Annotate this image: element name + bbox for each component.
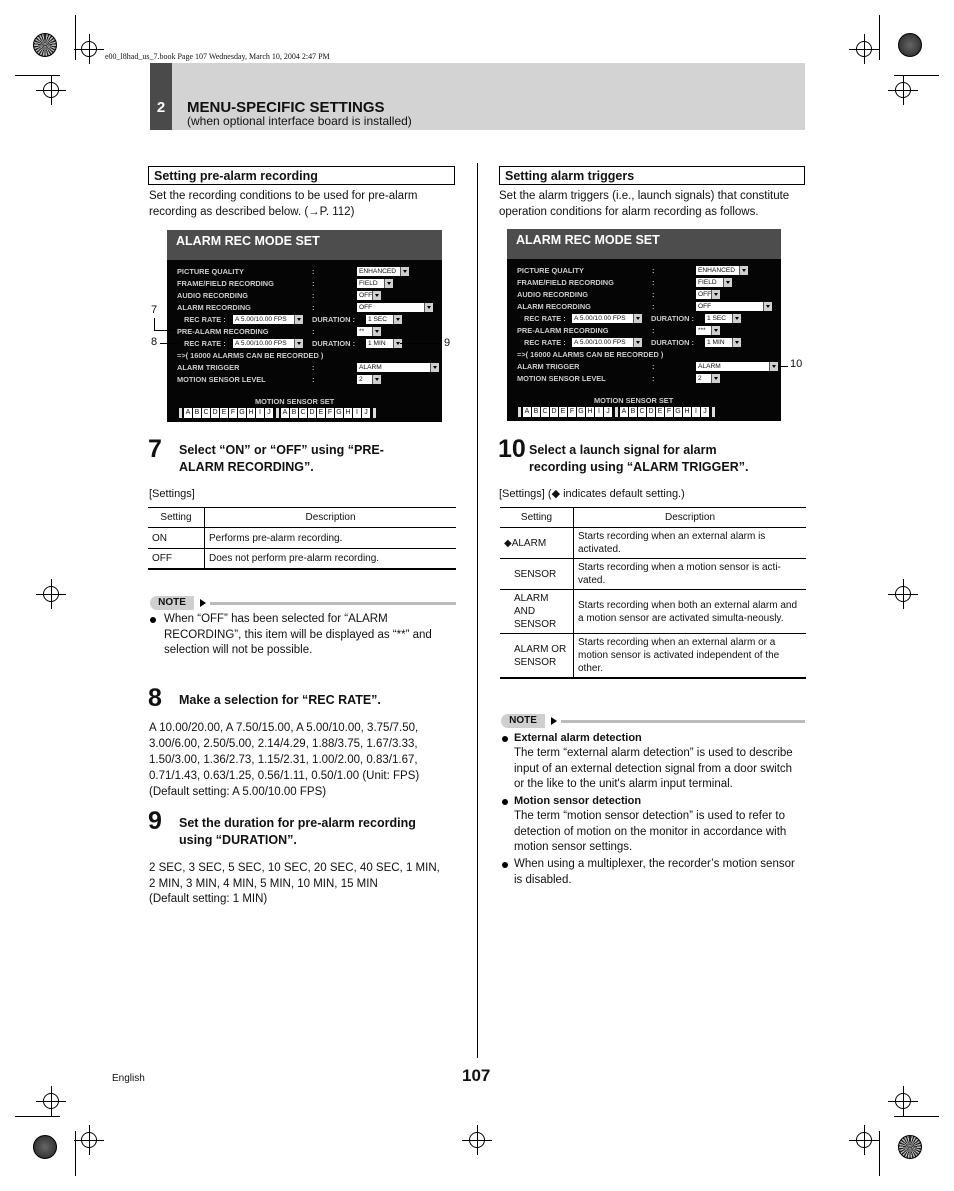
screen-value-duration-2: 1 MIN [366, 339, 402, 348]
callout-8: 8 [151, 336, 158, 348]
step-7-text: Select “ON” or “OFF” using “PRE- ALARM RECORDING”. [179, 443, 384, 474]
left-settings-label: [Settings] [149, 488, 195, 500]
bullet-icon [502, 862, 508, 868]
table-row: ◆ALARM Starts recording when an external alarm is activated. [500, 528, 806, 559]
print-header: e00_l8had_us_7.book Page 107 Wednesday, March 10, 2004 2:47 PM [105, 52, 330, 61]
note-banner-left [150, 596, 456, 610]
bullet-icon [502, 736, 508, 742]
alarm-rec-mode-screen-left: ALARM REC MODE SET PICTURE QUALITY : ENHANCED FRAME/FIELD RECORDING : FIELD AUDIO RECORDING : OFF ALARM RECORDING : OFF REC RATE : A 5.00/10.00 FPS DURATION : 1 SEC PRE-ALARM RECORDING : ** REC RATE : A 5.00/10.00 FPS DURATION : 1 MIN =>( 16000 ALARMS CAN BE RECORDED ) ALARM TRIGGER : ALARM MOTION SENSOR LEVEL : 2 MOTION SENSOR SET A B C D E F G H I J A B C D E F G H I J [167, 230, 442, 422]
rec-rate-options: A 10.00/20.00, A 7.50/15.00, A 5.00/10.00, 3.75/7.50, 3.00/6.00, 2.50/5.00, 2.14/4.29, 1.88/3.75, 1.67/3.33, 1.50/3.00, 1.36/2.73, 1.15/2.31, 1.00/2.00, 0.83/1.67, 0.71/1.43, 0.63/1.25, 0.56/1.11, 0.50/1.00 (Unit: FPS) (Default setting: A 5.00/10.00 FPS) [149, 722, 420, 798]
screen-label-rec-rate: REC RATE : [184, 315, 226, 324]
footer-language: English [112, 1073, 145, 1084]
crosshair-mark-icon [81, 1132, 97, 1148]
crosshair-mark-icon [895, 1093, 911, 1109]
right-settings-label: [Settings] (◆ indicates default setting.) [499, 488, 685, 500]
section-title-pre-alarm: Setting pre-alarm recording [148, 166, 455, 185]
registration-rosette-top-right-icon [898, 33, 922, 57]
screen-label-duration: DURATION : [312, 315, 355, 324]
screen-value-alarm-trigger: ALARM [357, 363, 439, 372]
screen-label-duration-2: DURATION : [312, 339, 355, 348]
note-banner-right [501, 714, 805, 728]
left-note-text: When “OFF” has been selected for “ALARM RECORDING”, this item will be displayed as “**” and selection will not be possible. [164, 613, 432, 656]
screen-label-pre-alarm: PRE-ALARM RECORDING [177, 327, 269, 336]
crosshair-mark-icon [43, 586, 59, 602]
screen-value-picture-quality: ENHANCED [357, 267, 409, 276]
step-number-10: 10 [498, 435, 526, 463]
screen-value-audio: OFF [696, 290, 720, 299]
screen-label-picture-quality: PICTURE QUALITY [177, 267, 244, 276]
right-intro: Set the alarm triggers (i.e., launch signals) that constitute operation conditions for alarm recording as follows. [499, 190, 790, 218]
screen-value-picture-quality: ENHANCED [696, 266, 748, 275]
motion-sensor-grid-strip: A B C D E F G H I J A B C D E F G H I J [516, 407, 717, 417]
page-number: 107 [462, 1066, 491, 1085]
table-header-setting: Setting [148, 508, 205, 528]
chapter-number-tab [150, 63, 172, 130]
crop-mark [75, 15, 76, 60]
crop-mark [894, 1116, 939, 1117]
table-row: ON Performs pre-alarm recording. [148, 528, 456, 549]
screen-label-audio: AUDIO RECORDING [177, 291, 249, 300]
alarm-rec-mode-screen-right: ALARM REC MODE SET PICTURE QUALITY : ENHANCED FRAME/FIELD RECORDING : FIELD AUDIO RECORDING : OFF ALARM RECORDING : OFF REC RATE : A 5.00/10.00 FPS DURATION : 1 SEC PRE-ALARM RECORDING : *** REC RATE : A 5.00/10.00 FPS DURATION : 1 MIN =>( 16000 ALARMS CAN BE RECORDED ) ALARM TRIGGER : ALARM MOTION SENSOR LEVEL : 2 MOTION SENSOR SET A B C D E F G H I J A B C D E F G H I J [507, 229, 781, 421]
table-header-description: Description [574, 508, 807, 528]
screen-motion-sensor-set: MOTION SENSOR SET [255, 397, 335, 406]
callout-10: 10 [790, 358, 803, 370]
screen-value-alarm-recording: OFF [357, 303, 433, 312]
screen-value-rec-rate-2: A 5.00/10.00 FPS [572, 338, 642, 347]
screen-value-field: FIELD [357, 279, 393, 288]
screen-value-field: FIELD [696, 278, 732, 287]
duration-options: 2 SEC, 3 SEC, 5 SEC, 10 SEC, 20 SEC, 40 SEC, 1 MIN, 2 MIN, 3 MIN, 4 MIN, 5 MIN, 10 MIN, 15 MIN (Default setting: 1 MIN) [149, 862, 440, 905]
step-number-9: 9 [148, 807, 162, 835]
chapter-subtitle: (when optional interface board is installed) [187, 114, 412, 128]
registration-rosette-bottom-right-icon [898, 1135, 922, 1159]
table-header-setting: Setting [500, 508, 574, 528]
bullet-icon [150, 617, 156, 623]
crop-mark [15, 1116, 60, 1117]
crosshair-mark-icon [81, 41, 97, 57]
table-row: ALARM OR SENSOR Starts recording when an external alarm or a motion sensor is activated independent of the other. [500, 634, 806, 679]
crop-mark [15, 75, 60, 76]
registration-rosette-bottom-left-icon [33, 1135, 57, 1159]
callout-7: 7 [151, 304, 158, 316]
chapter-title: MENU-SPECIFIC SETTINGS [187, 99, 385, 116]
table-row: ALARM AND SENSOR Starts recording when both an external alarm and a motion sensor are activated simulta-neously. [500, 590, 806, 634]
note-body-motion: The term “motion sensor detection” is used to refer to detection of motion on the monitor in accordance with motion sensor settings. [514, 810, 787, 853]
screen-value-motion-level: 2 [357, 375, 381, 384]
motion-sensor-grid-strip: A B C D E F G H I J A B C D E F G H I J [177, 408, 378, 418]
note-arrow-icon [551, 717, 557, 725]
crosshair-mark-icon [856, 1132, 872, 1148]
step-number-8: 8 [148, 684, 162, 712]
screen-value-duration-2: 1 MIN [705, 338, 741, 347]
step-10-text: Select a launch signal for alarm recording using “ALARM TRIGGER”. [529, 443, 749, 474]
pre-alarm-settings-table [148, 507, 456, 570]
crop-mark [879, 1131, 880, 1176]
note-body-external: The term “external alarm detection” is used to describe input of an external detection signal from a door switch or the like to the unit's alarm input terminal. [514, 747, 793, 790]
left-intro: Set the recording conditions to be used for pre-alarm recording as described below. (→P. 112) [149, 190, 418, 218]
step-8-text: Make a selection for “REC RATE”. [179, 693, 381, 707]
crop-mark [75, 1131, 76, 1176]
section-title-alarm-triggers: Setting alarm triggers [499, 166, 805, 185]
screen-title: ALARM REC MODE SET [167, 230, 442, 260]
callout-9: 9 [444, 337, 451, 349]
screen-label-alarm-recording: ALARM RECORDING [177, 303, 251, 312]
screen-value-rec-rate-2: A 5.00/10.00 FPS [233, 339, 303, 348]
crosshair-mark-icon [856, 41, 872, 57]
chapter-number: 2 [156, 99, 166, 116]
crosshair-mark-icon [43, 1093, 59, 1109]
screen-value-pre-alarm: ** [357, 327, 381, 336]
note-heading-external: External alarm detection [514, 732, 642, 744]
screen-label-field: FRAME/FIELD RECORDING [177, 279, 274, 288]
screen-label-rec-rate-2: REC RATE : [184, 339, 226, 348]
screen-value-rec-rate: A 5.00/10.00 FPS [233, 315, 303, 324]
screen-value-motion-level: 2 [696, 374, 720, 383]
screen-label-motion-level: MOTION SENSOR LEVEL [177, 375, 266, 384]
crosshair-mark-icon [895, 82, 911, 98]
note-label: NOTE [501, 714, 545, 728]
note-arrow-icon [200, 599, 206, 607]
screen-value-duration: 1 SEC [705, 314, 741, 323]
bullet-icon [502, 799, 508, 805]
crop-mark [894, 75, 939, 76]
screen-alarms-note: =>( 16000 ALARMS CAN BE RECORDED ) [177, 351, 324, 360]
step-9-text: Set the duration for pre-alarm recording using “DURATION”. [179, 816, 416, 847]
screen-value-alarm-trigger: ALARM [696, 362, 778, 371]
column-divider [477, 163, 478, 1058]
registration-rosette-top-left-icon [33, 33, 57, 57]
note-heading-motion: Motion sensor detection [514, 795, 642, 807]
table-row: SENSOR Starts recording when a motion sensor is acti-vated. [500, 559, 806, 590]
screen-value-duration: 1 SEC [366, 315, 402, 324]
crop-mark [879, 15, 880, 60]
screen-value-pre-alarm: *** [696, 326, 720, 335]
screen-value-rec-rate: A 5.00/10.00 FPS [572, 314, 642, 323]
screen-title: ALARM REC MODE SET [507, 229, 781, 259]
screen-value-audio: OFF [357, 291, 381, 300]
step-number-7: 7 [148, 435, 162, 463]
note-label: NOTE [150, 596, 194, 610]
note-body-multiplexer: When using a multiplexer, the recorder’s motion sensor is disabled. [514, 858, 795, 886]
screen-value-alarm-recording: OFF [696, 302, 772, 311]
table-row: OFF Does not perform pre-alarm recording. [148, 549, 456, 570]
table-header-description: Description [205, 508, 457, 528]
crosshair-mark-icon [43, 82, 59, 98]
crosshair-mark-icon [895, 586, 911, 602]
alarm-trigger-settings-table [500, 507, 806, 679]
crosshair-mark-icon [469, 1132, 485, 1148]
screen-label-alarm-trigger: ALARM TRIGGER [177, 363, 240, 372]
